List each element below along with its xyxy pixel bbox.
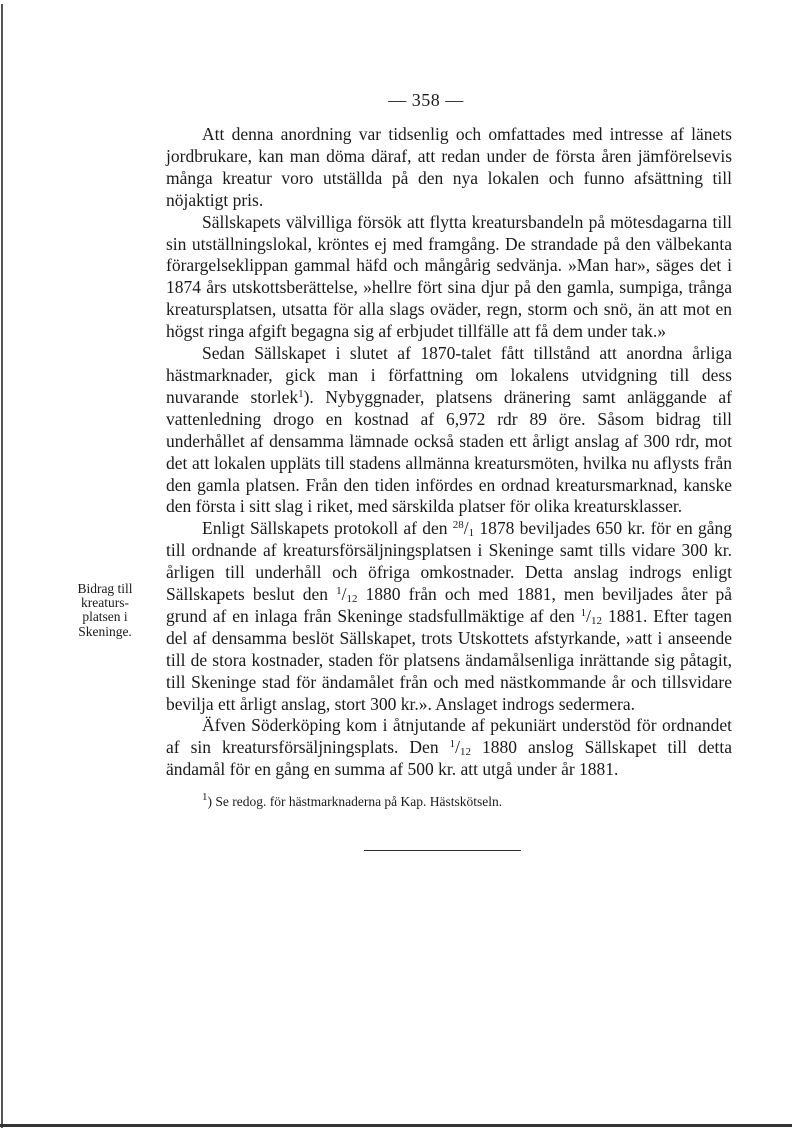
footnote-text: ) Se redog. för hästmarknaderna på Kap. Hästskötseln. (207, 794, 503, 809)
body-text (166, 124, 732, 781)
footnote-marker: 1 (202, 791, 208, 803)
paragraph-text: 1880 från och med 1881, men beviljades åter på grund af en inlaga från Skeninge stadsfullmäktige af den (166, 584, 733, 626)
scan-bottom-edge (0, 1124, 792, 1127)
scan-left-edge (1, 4, 3, 1128)
margin-note-line: Bidrag till (77, 581, 133, 596)
date-fraction-numerator: 28 (452, 519, 464, 532)
footnote-reference: 1 (298, 387, 304, 400)
date-fraction-denominator: 12 (591, 614, 603, 627)
paragraph-text: 1878 beviljades 650 kr. för en gång till ordnande af kreatursförsäljningsplatsen i Skeninge samt tills vidare 300 kr. årligen till underhåll och öfriga omkostnader. Detta anslag indrogs enligt Sällskapets beslut den (166, 518, 732, 605)
separator-rule (364, 850, 521, 851)
paragraph-3 (166, 343, 732, 518)
paragraph-text: Enligt Sällskapets protokoll af den (202, 518, 453, 539)
paragraph-text: ). Nybyggnader, platsens dränering samt anläggande af vattenledning drogo en kostnad af 6,972 rdr 89 öre. Såsom bidrag till underhållet af densamma lämnade också staden ett årligt anslag af 300 rdr, mot det att lokalen uppläts till stadens allmänna kreatursmöten, hvilka nu aflysts från den gamla platsen. Från den tiden infördes en ordnad kreatursmarknad, kanske den första i sitt slag i riket, med särskilda platser för olika kreatursklasser. (166, 386, 733, 517)
paragraph-1: Att denna anordning var tidsenlig och omfattades med intresse af länets jordbrukare, kan man döma däraf, att redan under de första åren jämförelsevis många kreatur voro utställda på den nya lokalen och funno afsättning till nöjaktigt pris. (166, 124, 732, 210)
margin-note-line: Skeninge. (78, 623, 132, 639)
date-fraction-denominator: 12 (459, 746, 471, 759)
margin-note (54, 582, 156, 639)
date-fraction-numerator: 1 (580, 606, 587, 619)
footnote (202, 793, 722, 810)
date-fraction-denominator: 12 (346, 593, 358, 606)
margin-note-line: kreaturs- (81, 595, 129, 611)
date-fraction-numerator: 1 (449, 738, 456, 751)
paragraph-text: Sedan Sällskapet i slutet af 1870-talet fått tillstånd att anordna årliga hästmarknader, gick man i författning om lokalens utvidgning till dess nuvarande storlek (166, 343, 732, 407)
date-fraction-numerator: 1 (336, 585, 342, 598)
date-fraction-denominator: 1 (468, 527, 475, 540)
paragraph-text: 1881. Efter tagen del af densamma beslöt Sällskapet, trots Utskottets afstyrkande, »att i anseende till de stora kostnader, staden för platsens ändamålsenliga inrättande sig påtagit, till Skeninge stad för ändamålet från och med nästkommande år och tillsvidare bevilja ett årligt anslag, stort 300 kr.». Anslaget indrogs sedermera. (166, 605, 732, 714)
paragraph-5: Äfven Söderköping kom i åtnjutande af pekuniärt understöd för ordnandet af sin kreatursförsäljningsplats. Den $^1/_{12}$ 1880 anslog Sällskapet till detta ändamål för en gång en summa af 500 kr. att utgå under år 1881. (166, 715, 733, 780)
page-number: — 358 — (388, 90, 464, 110)
paragraph-2: Sällskapets välvilliga försök att flytta kreatursbandeln på mötesdagarna till sin utställningslokal, kröntes ej med framgång. De strandade på den välbekanta förargelseklippan gammal häfd och mångårig sedvänja. »Man har», säges det i 1874 års utskottsberättelse, »hellre fört sina djur på den gamla, sumpiga, trånga kreatursplatsen, utsatta för alla slags oväder, regn, storm och snö, än att mot en högst ringa afgift begagna sig af erbjudet tillfälle att få dem under tak.» (166, 211, 732, 342)
paragraph-text: 1880 anslog Sällskapet till detta ändamål för en gång en summa af 500 kr. att utgå under år 1881. (166, 737, 733, 780)
paragraph-text: Äfven Söderköping kom i åtnjutande af pekuniärt understöd för ordnandet af sin kreatursförsäljningsplats. Den (166, 715, 732, 758)
margin-note-line: platsen i (82, 609, 128, 625)
paragraph-4: Enligt Sällskapets protokoll af den $^{28}/_1$ 1878 beviljades 650 kr. för en gång till ordnande af kreatursförsäljningsplatsen i Skeninge samt tills vidare 300 kr. årligen till underhåll och öfriga omkostnader. Detta anslag indrogs enligt Sällskapets beslut den $^1/_{12}$ 1880 från och med 1881, men beviljades åter på grund af en inlaga från Skeninge stadsfullmäktige af den $^1/_{12}$ 1881. Efter tagen del af densamma beslöt Sällskapet, trots Utskottets afstyrkande, »att i anseende till de stora kostnader, staden för platsens ändamålsenliga inrättande sig påtagit, till Skeninge stad för ändamålet från och med nästkommande år och tillsvidare bevilja ett årligt anslag, stort 300 kr.». Anslaget indrogs sedermera. (166, 518, 733, 714)
